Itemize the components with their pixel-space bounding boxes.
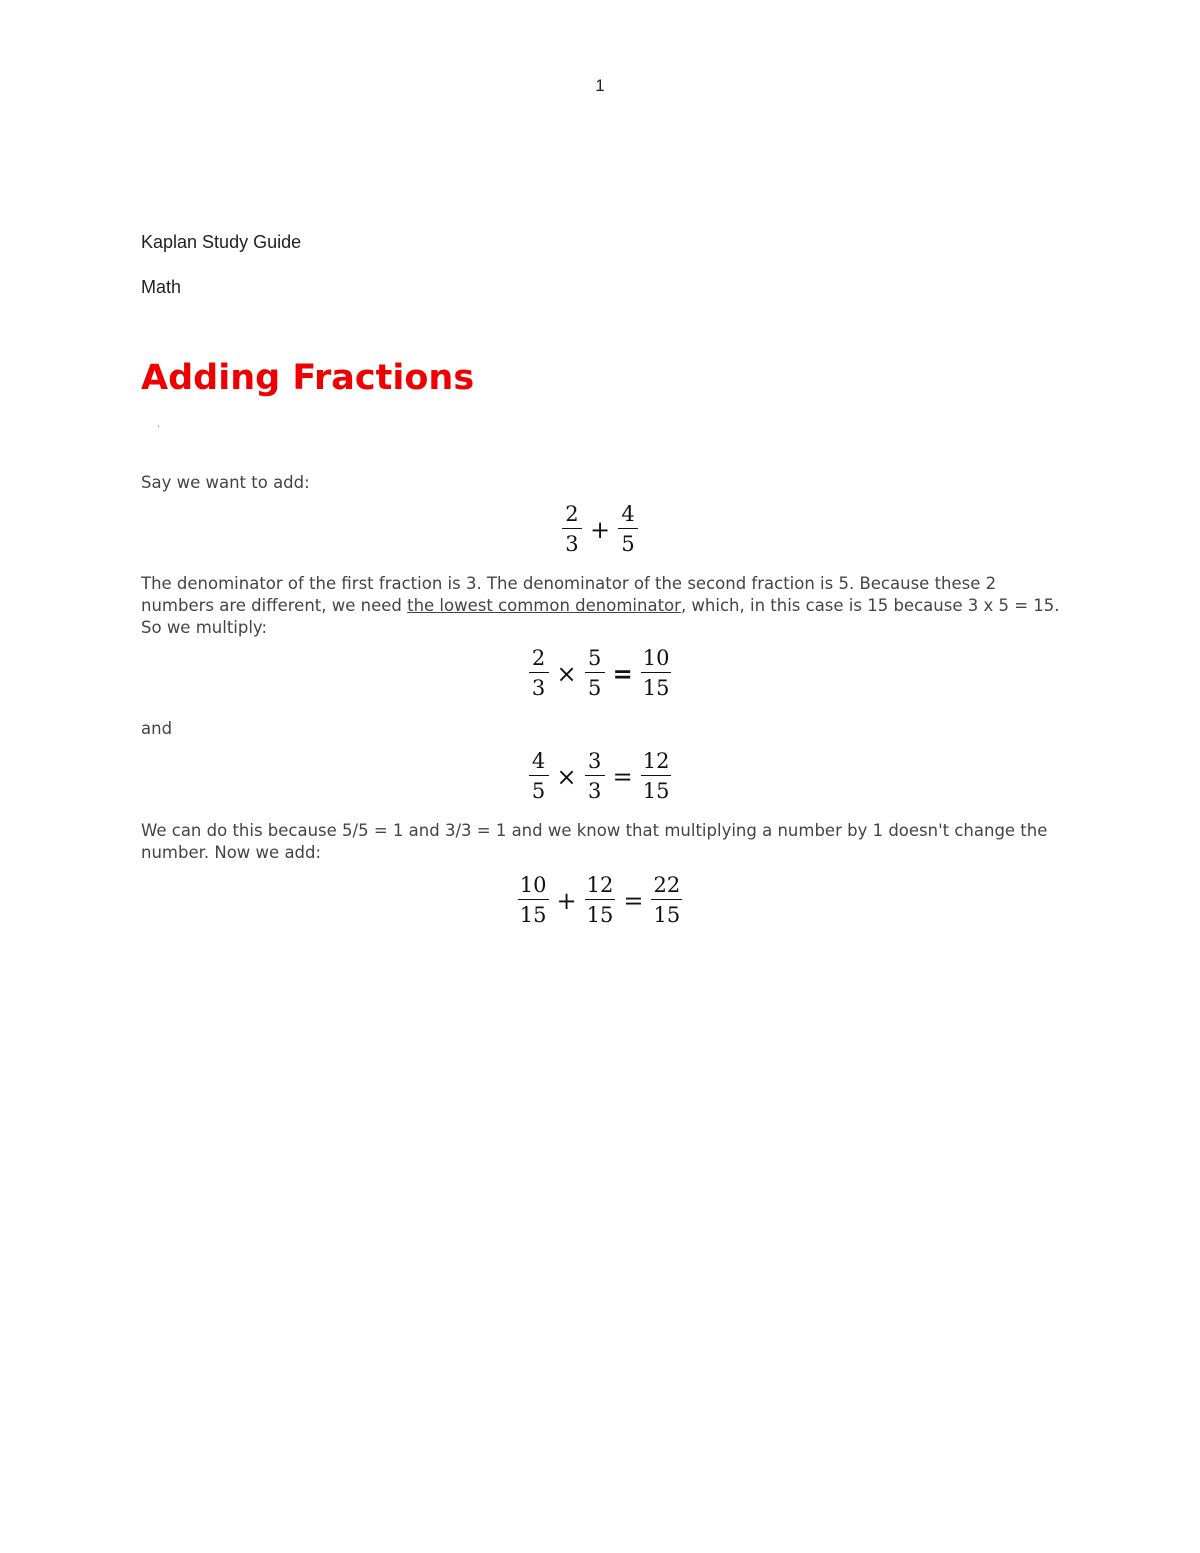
denominator: 15 (586, 903, 614, 927)
denominator: 15 (642, 779, 670, 803)
fraction (618, 504, 638, 555)
denominator: 5 (531, 779, 546, 803)
equals-operator: = (612, 659, 633, 688)
explanation-text-end: , which, in this case is 15 because 3 x 5 = 15. So we multiply: (141, 596, 1060, 637)
times-operator: × (556, 659, 577, 688)
numerator: 12 (585, 875, 616, 900)
equation-multiply-second (0, 751, 1200, 802)
equals-operator: = (612, 762, 633, 791)
numerator: 2 (529, 648, 549, 673)
denominator: 3 (531, 676, 546, 700)
explanation-text-start: The denominator of the first fraction is 3. The denominator of the second fraction is 5. Because these 2 numbers are different, we need (141, 574, 997, 615)
page-title: Adding Fractions (141, 358, 475, 398)
and-text: and (141, 719, 173, 738)
explanation-paragraph (141, 573, 1061, 639)
numerator: 22 (651, 875, 682, 900)
intro-text: Say we want to add: (141, 473, 310, 492)
denominator: 15 (642, 676, 670, 700)
numerator: 4 (618, 504, 638, 529)
numerator: 10 (518, 875, 549, 900)
fraction (585, 648, 605, 699)
fraction (641, 648, 672, 699)
numerator: 5 (585, 648, 605, 673)
numerator: 4 (529, 751, 549, 776)
equals-operator: = (623, 886, 644, 915)
denominator: 5 (621, 532, 635, 556)
fraction (651, 875, 682, 926)
numerator: 10 (641, 648, 672, 673)
denominator: 3 (587, 779, 602, 803)
lowest-common-denominator-term: the lowest common denominator (407, 596, 681, 615)
plus-operator: + (589, 515, 611, 544)
fraction (529, 751, 549, 802)
fraction (562, 504, 582, 555)
stray-mark: ' (157, 424, 160, 435)
document-subject: Math (141, 277, 182, 297)
page-number: 1 (595, 76, 605, 95)
document-source: Kaplan Study Guide (141, 232, 302, 252)
equation-final-sum (0, 875, 1200, 926)
fraction (518, 875, 549, 926)
equation-sum-problem (0, 504, 1200, 555)
plus-operator: + (556, 886, 577, 915)
times-operator: × (556, 762, 577, 791)
numerator: 2 (562, 504, 582, 529)
numerator: 3 (585, 751, 605, 776)
equation-multiply-first (0, 648, 1200, 699)
reasoning-paragraph: We can do this because 5/5 = 1 and 3/3 = 1 and we know that multiplying a number by 1 doesn't change the number. Now we add: (141, 821, 1048, 862)
numerator: 12 (641, 751, 672, 776)
fraction (641, 751, 672, 802)
fraction (529, 648, 549, 699)
denominator: 3 (565, 532, 579, 556)
denominator: 15 (519, 903, 547, 927)
fraction (585, 751, 605, 802)
fraction (585, 875, 616, 926)
denominator: 15 (653, 903, 681, 927)
denominator: 5 (587, 676, 602, 700)
